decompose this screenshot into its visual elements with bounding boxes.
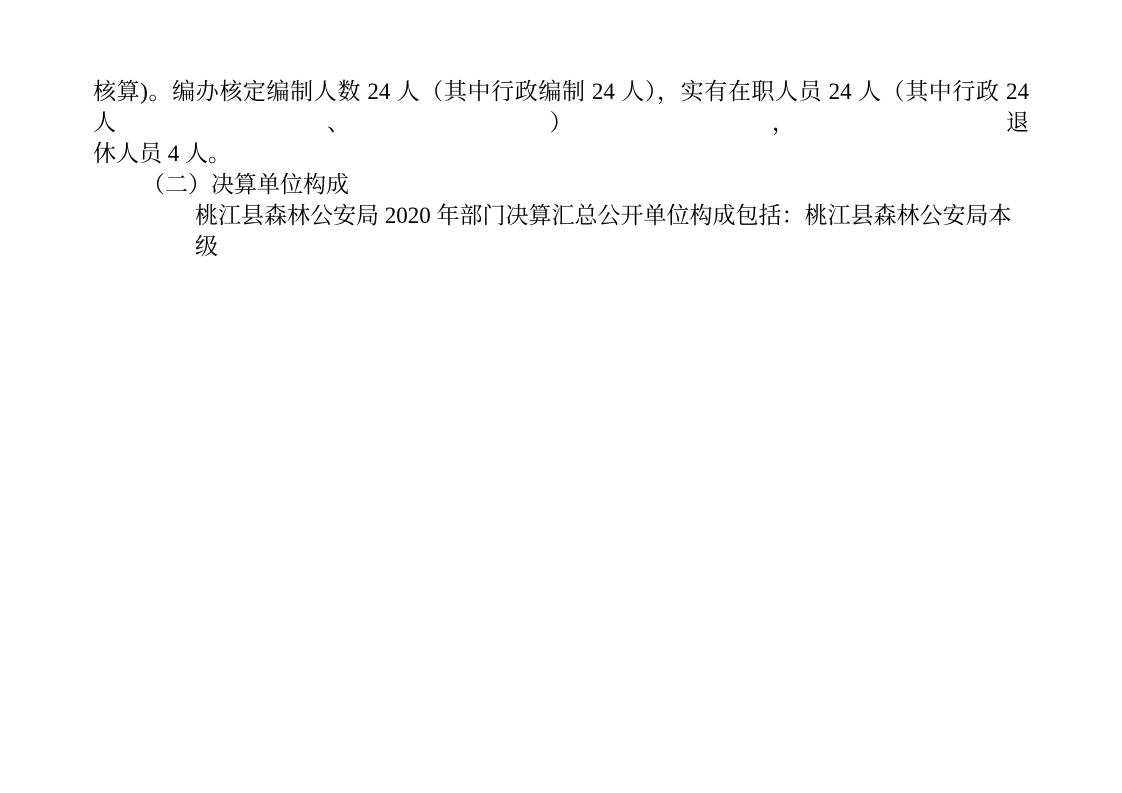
- section-heading-unit-composition: （二）决算单位构成: [142, 172, 349, 197]
- paragraph-staffing-line-1: 核算)。编办核定编制人数 24 人（其中行政编制 24 人），实有在职人员 24 人（其中行政 24 人、），退: [93, 79, 1035, 135]
- document-text-block: [93, 76, 1035, 262]
- paragraph-staffing-line-2: 休人员 4 人。: [93, 141, 231, 166]
- paragraph-unit-composition: 桃江县森林公安局 2020 年部门决算汇总公开单位构成包括：桃江县森林公安局本级: [195, 203, 1012, 259]
